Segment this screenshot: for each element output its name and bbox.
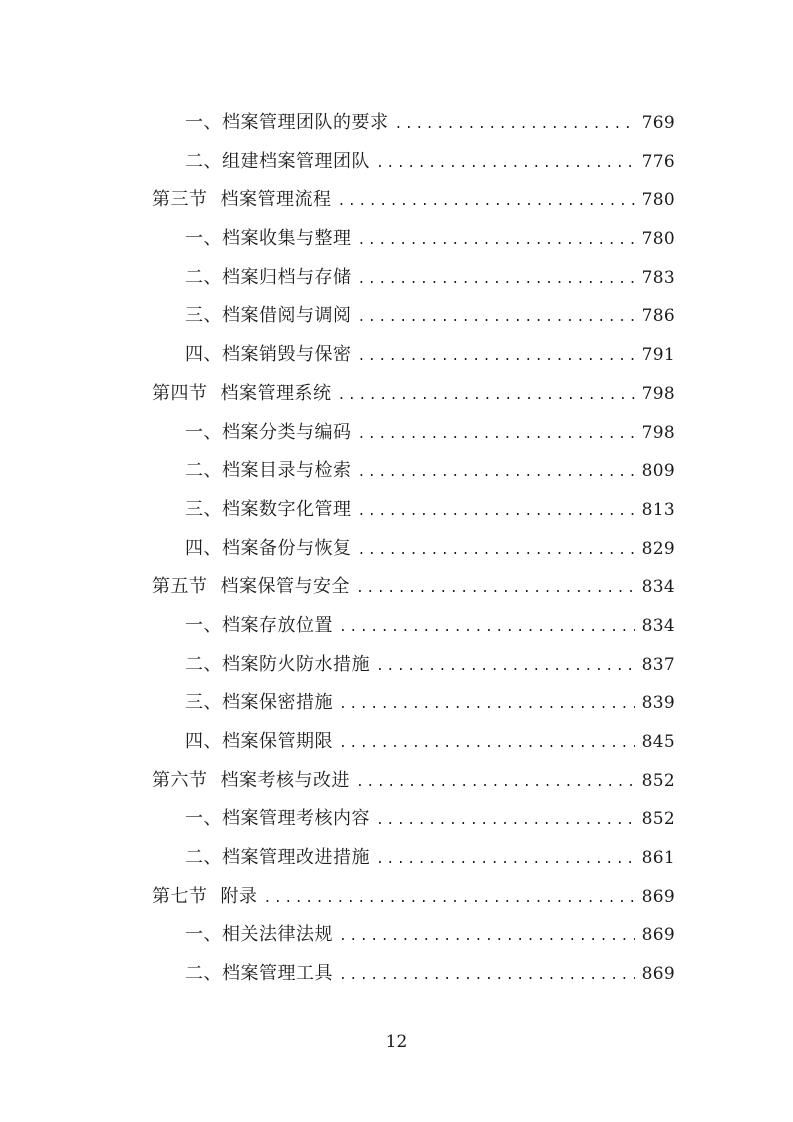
toc-subsection-entry [152,800,675,839]
toc-entry-number: 二、 [185,150,222,172]
toc-dot-leader [339,686,635,725]
toc-entry-number: 第四节 [152,382,208,404]
toc-entry-text: 档案管理工具 [222,963,333,985]
toc-entry-number: 第三节 [152,189,208,211]
toc-subsection-entry [152,530,675,569]
toc-entry-page: 834 [641,577,675,598]
toc-entry-number: 第六节 [152,769,208,791]
toc-entry-page: 780 [641,190,675,211]
toc-entry-text: 档案保管与安全 [220,576,350,598]
toc-entry-number: 一、 [185,924,222,946]
toc-entry-text: 档案管理系统 [220,382,332,404]
toc-dot-leader [339,957,635,996]
toc-entry-title [185,143,370,182]
toc-subsection-entry [152,452,675,491]
toc-dot-leader [358,454,635,493]
toc-subsection-entry [152,297,675,336]
toc-entry-title [185,297,352,336]
toc-subsection-entry [152,491,675,530]
toc-entry-title [185,414,352,453]
toc-entry-page: 837 [641,654,675,675]
toc-entry-title [185,916,333,955]
toc-entry-text: 档案管理考核内容 [222,808,370,830]
toc-entry-number: 三、 [185,692,222,714]
toc-dot-leader [339,918,635,957]
toc-entry-page: 780 [641,229,675,250]
toc-dot-leader [358,338,635,377]
toc-entry-number: 第五节 [152,576,208,598]
toc-entry-title [185,839,370,878]
toc-entry-text: 档案归档与存储 [222,266,352,288]
toc-entry-page: 769 [641,113,675,133]
table-of-contents [152,104,675,994]
toc-entry-text: 组建档案管理团队 [222,150,370,172]
toc-entry-text: 档案销毁与保密 [222,344,352,366]
toc-section-entry [152,181,675,220]
toc-dot-leader [339,725,635,764]
toc-entry-number: 一、 [185,808,222,830]
toc-subsection-entry [152,220,675,259]
toc-entry-title [152,181,332,220]
toc-entry-page: 829 [641,538,675,559]
toc-entry-title [152,375,332,414]
toc-subsection-entry [152,259,675,298]
toc-entry-page: 869 [641,964,675,985]
toc-entry-text: 相关法律法规 [222,924,333,946]
toc-entry-page: 798 [641,383,675,404]
toc-dot-leader [264,880,635,919]
toc-entry-text: 档案备份与恢复 [222,537,352,559]
toc-entry-number: 一、 [185,614,222,636]
toc-subsection-entry [152,684,675,723]
toc-entry-text: 附录 [220,885,258,907]
toc-entry-number: 二、 [185,847,222,869]
toc-dot-leader [358,261,635,300]
toc-dot-leader [356,764,635,803]
toc-entry-number: 第七节 [152,885,208,907]
toc-entry-number: 一、 [185,228,222,250]
toc-entry-page: 869 [641,886,675,907]
toc-entry-text: 档案目录与检索 [222,460,352,482]
toc-entry-page: 861 [641,848,675,869]
toc-entry-text: 档案保管期限 [222,731,333,752]
toc-entry-page: 839 [641,693,675,714]
toc-entry-title [185,607,333,646]
toc-dot-leader [376,841,635,880]
toc-subsection-entry [152,723,675,762]
toc-entry-number: 二、 [185,460,222,482]
toc-entry-number: 四、 [185,731,222,752]
toc-entry-title [152,568,350,607]
toc-entry-page: 834 [641,615,675,636]
toc-entry-text: 档案管理流程 [220,189,332,211]
toc-entry-page: 845 [641,732,675,752]
toc-entry-page: 798 [641,422,675,443]
toc-entry-text: 档案数字化管理 [222,498,352,520]
toc-entry-page: 776 [641,151,675,172]
toc-subsection-entry [152,336,675,375]
toc-dot-leader [338,183,635,222]
toc-entry-number: 四、 [185,344,222,366]
toc-entry-title [185,259,352,298]
toc-entry-title [152,878,258,917]
toc-entry-title [152,762,350,801]
toc-subsection-entry [152,916,675,955]
toc-entry-title [185,491,352,530]
toc-entry-number: 一、 [185,112,222,133]
toc-entry-page: 791 [641,345,675,366]
toc-entry-text: 档案借阅与调阅 [222,305,352,327]
toc-entry-number: 二、 [185,653,222,675]
toc-dot-leader [376,648,635,687]
toc-entry-text: 档案管理改进措施 [222,847,370,869]
toc-entry-text: 档案保密措施 [222,692,333,714]
toc-entry-title [185,684,333,723]
toc-dot-leader [339,609,635,648]
toc-entry-text: 档案收集与整理 [222,228,352,250]
toc-section-entry [152,762,675,801]
toc-dot-leader [358,493,635,532]
toc-subsection-entry [152,104,675,143]
toc-entry-page: 783 [641,267,675,288]
toc-entry-number: 一、 [185,421,222,443]
toc-dot-leader [358,416,635,455]
page-number: 12 [385,1032,408,1052]
toc-entry-title [185,800,370,839]
toc-subsection-entry [152,607,675,646]
toc-subsection-entry [152,143,675,182]
toc-entry-title [185,104,389,143]
toc-entry-title [185,646,370,685]
toc-entry-text: 档案存放位置 [222,614,333,636]
toc-entry-page: 869 [641,925,675,946]
toc-entry-text: 档案考核与改进 [220,769,350,791]
toc-entry-text: 档案分类与编码 [222,421,352,443]
toc-dot-leader [395,106,635,145]
toc-entry-page: 852 [641,770,675,791]
toc-section-entry [152,375,675,414]
toc-entry-title [185,452,352,491]
toc-entry-number: 二、 [185,266,222,288]
toc-section-entry [152,568,675,607]
toc-subsection-entry [152,646,675,685]
toc-entry-text: 档案管理团队的要求 [222,112,389,133]
toc-entry-number: 三、 [185,498,222,520]
toc-entry-number: 二、 [185,963,222,985]
toc-dot-leader [376,802,635,841]
toc-entry-page: 786 [641,306,675,327]
toc-entry-number: 三、 [185,305,222,327]
toc-dot-leader [376,145,635,184]
toc-entry-page: 809 [641,461,675,482]
toc-entry-title [185,723,333,762]
toc-entry-page: 813 [641,499,675,520]
toc-dot-leader [356,570,635,609]
toc-entry-text: 档案防火防水措施 [222,653,370,675]
toc-dot-leader [338,377,635,416]
toc-subsection-entry [152,839,675,878]
toc-entry-title [185,530,352,569]
toc-subsection-entry [152,414,675,453]
toc-dot-leader [358,532,635,571]
toc-entry-number: 四、 [185,537,222,559]
toc-dot-leader [358,222,635,261]
toc-section-entry [152,878,675,917]
toc-dot-leader [358,299,635,338]
toc-entry-page: 852 [641,809,675,830]
toc-entry-title [185,336,352,375]
toc-subsection-entry [152,955,675,994]
toc-entry-title [185,220,352,259]
toc-entry-title [185,955,333,994]
